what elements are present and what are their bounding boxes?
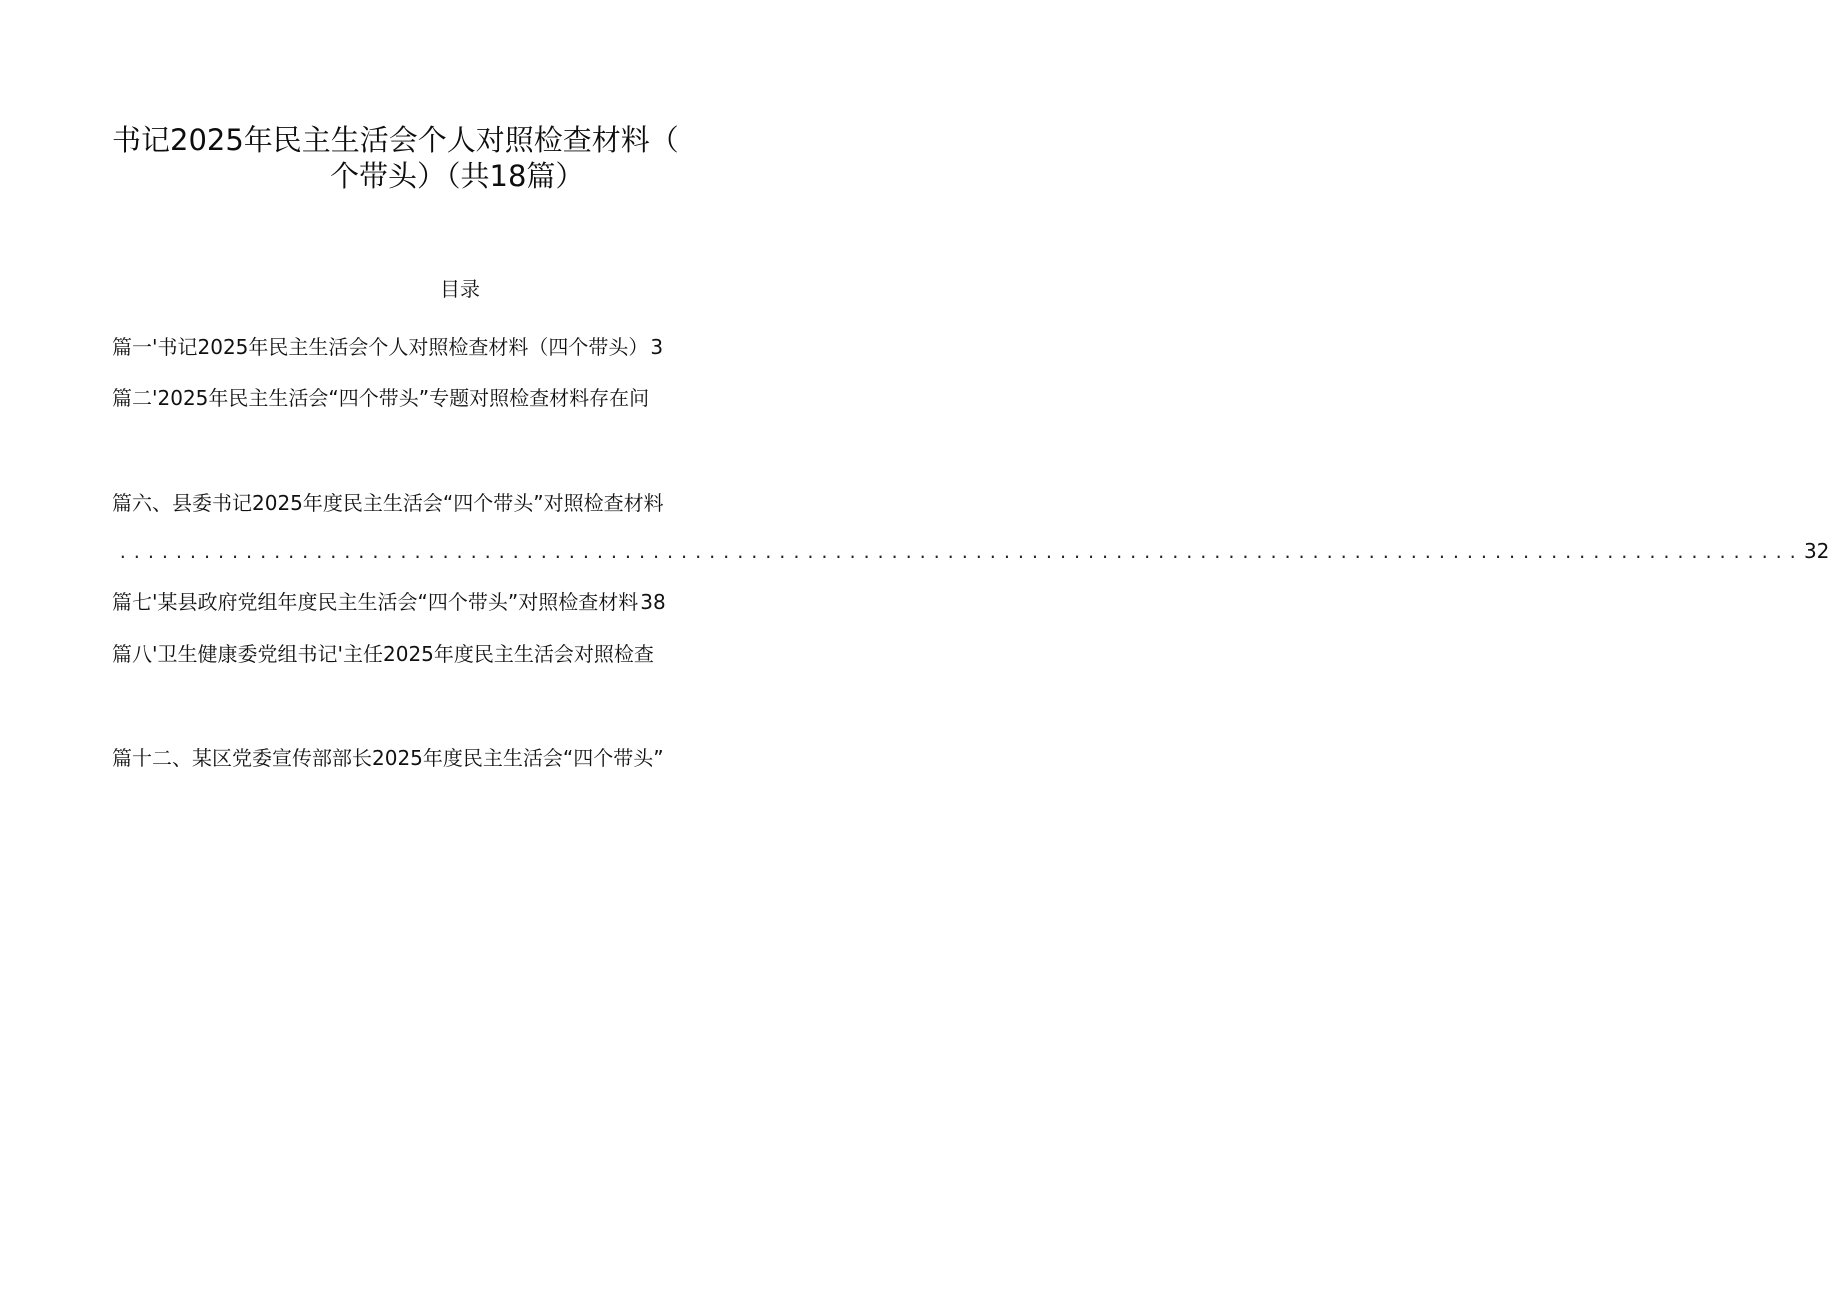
toc-entry-2[interactable]	[112, 383, 651, 413]
document-title-line-1: 书记2025年民主生活会个人对照检查材料（	[112, 123, 679, 157]
toc-entry-text: 篇十二、某区党委宣传部部长2025年度民主生活会“四个带头”	[112, 746, 664, 770]
toc-entry-1[interactable]	[112, 332, 663, 362]
toc-entry-page: 38	[640, 590, 666, 614]
toc-leader-line	[118, 536, 1829, 566]
toc-entry-6[interactable]	[112, 743, 666, 773]
toc-entry-text: 篇八'卫生健康委党组书记'主任2025年度民主生活会对照检查	[112, 642, 654, 666]
toc-entry-3[interactable]	[112, 488, 666, 518]
toc-leader-dots: ........................................................................................................................	[118, 543, 1802, 562]
toc-entry-text: 篇六、县委书记2025年度民主生活会“四个带头”对照检查材料	[112, 491, 664, 515]
toc-leader-page: 32	[1803, 539, 1829, 563]
toc-entry-text: 篇七'某县政府党组年度民主生活会“四个带头”对照检查材料	[112, 590, 639, 614]
toc-entry-page: 3	[650, 335, 664, 359]
toc-heading: 目录	[440, 277, 480, 301]
toc-entry-text: 篇二'2025年民主生活会“四个带头”专题对照检查材料存在问	[112, 386, 650, 410]
toc-entry-4[interactable]	[112, 587, 666, 617]
document-title-line-2: 个带头）（共18篇）	[330, 159, 585, 193]
toc-entry-text: 篇一'书记2025年民主生活会个人对照检查材料（四个带头）	[112, 335, 649, 359]
toc-entry-5[interactable]	[112, 639, 656, 669]
